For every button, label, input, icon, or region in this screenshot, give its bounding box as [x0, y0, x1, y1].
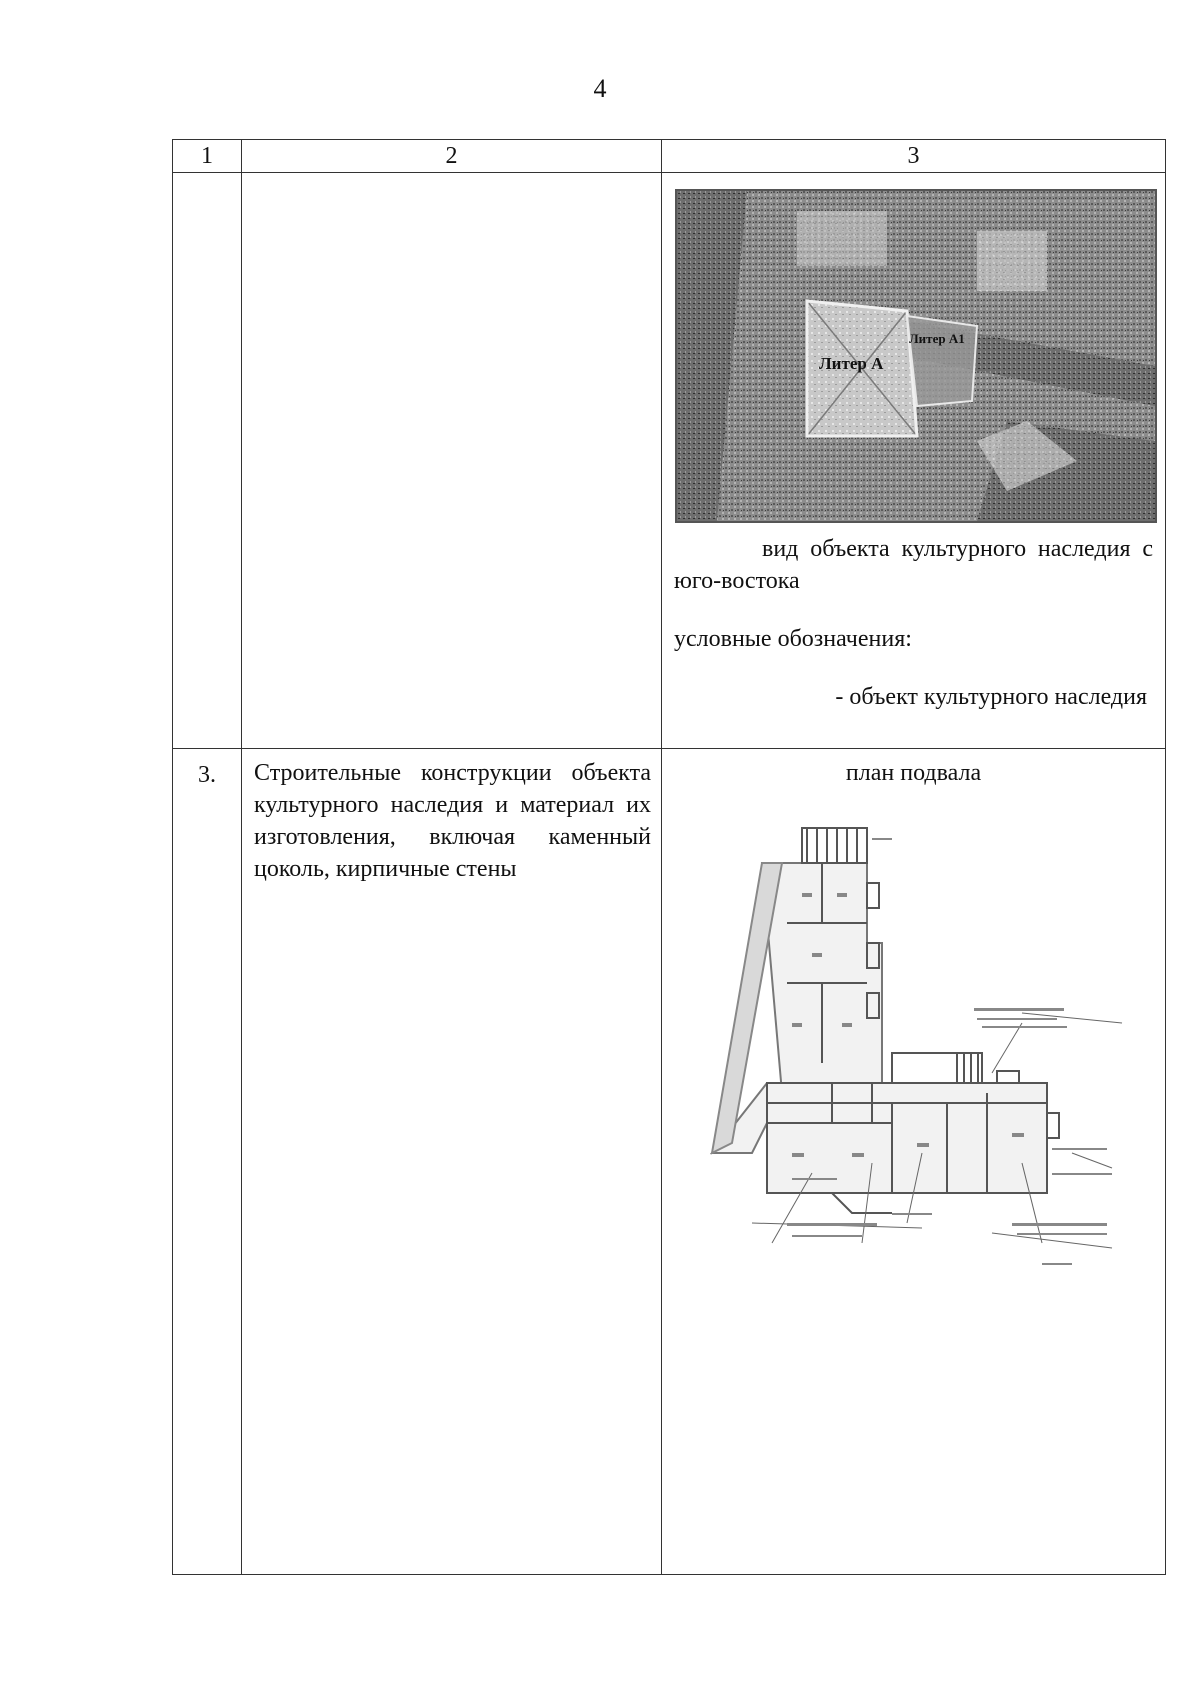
- column-header-3: 3: [662, 140, 1166, 173]
- row-description-cell-empty: [242, 173, 662, 749]
- liter-a1-label: Литер А1: [909, 331, 965, 346]
- row-number-cell-empty: [173, 173, 242, 749]
- aerial-photo: [675, 189, 1157, 523]
- legend-item: - объект культурного наследия: [835, 684, 1147, 710]
- photo-caption: вид объекта культурного наследия с юго-востока: [674, 536, 1153, 594]
- table-row-photo: [173, 173, 1166, 749]
- liter-a-label: Литер А: [819, 354, 884, 373]
- table-header-row: [173, 140, 1166, 173]
- page-number: 4: [593, 74, 607, 103]
- column-header-1: 1: [173, 140, 242, 173]
- photo-cell: [662, 173, 1166, 749]
- basement-floor-plan: [692, 823, 1152, 1283]
- heritage-table: [172, 139, 1166, 1575]
- plan-cell: [662, 749, 1166, 1575]
- table-row-plan: [173, 749, 1166, 1575]
- row-number: 3.: [173, 749, 242, 1575]
- legend-title: условные обозначения:: [674, 626, 912, 652]
- column-header-2: 2: [242, 140, 662, 173]
- plan-title: план подвала: [845, 760, 982, 786]
- row-description: Строительные конструкции объекта культурного наследия и материал их изготовления, включая каменный цоколь, кирпичные стены: [242, 749, 662, 1575]
